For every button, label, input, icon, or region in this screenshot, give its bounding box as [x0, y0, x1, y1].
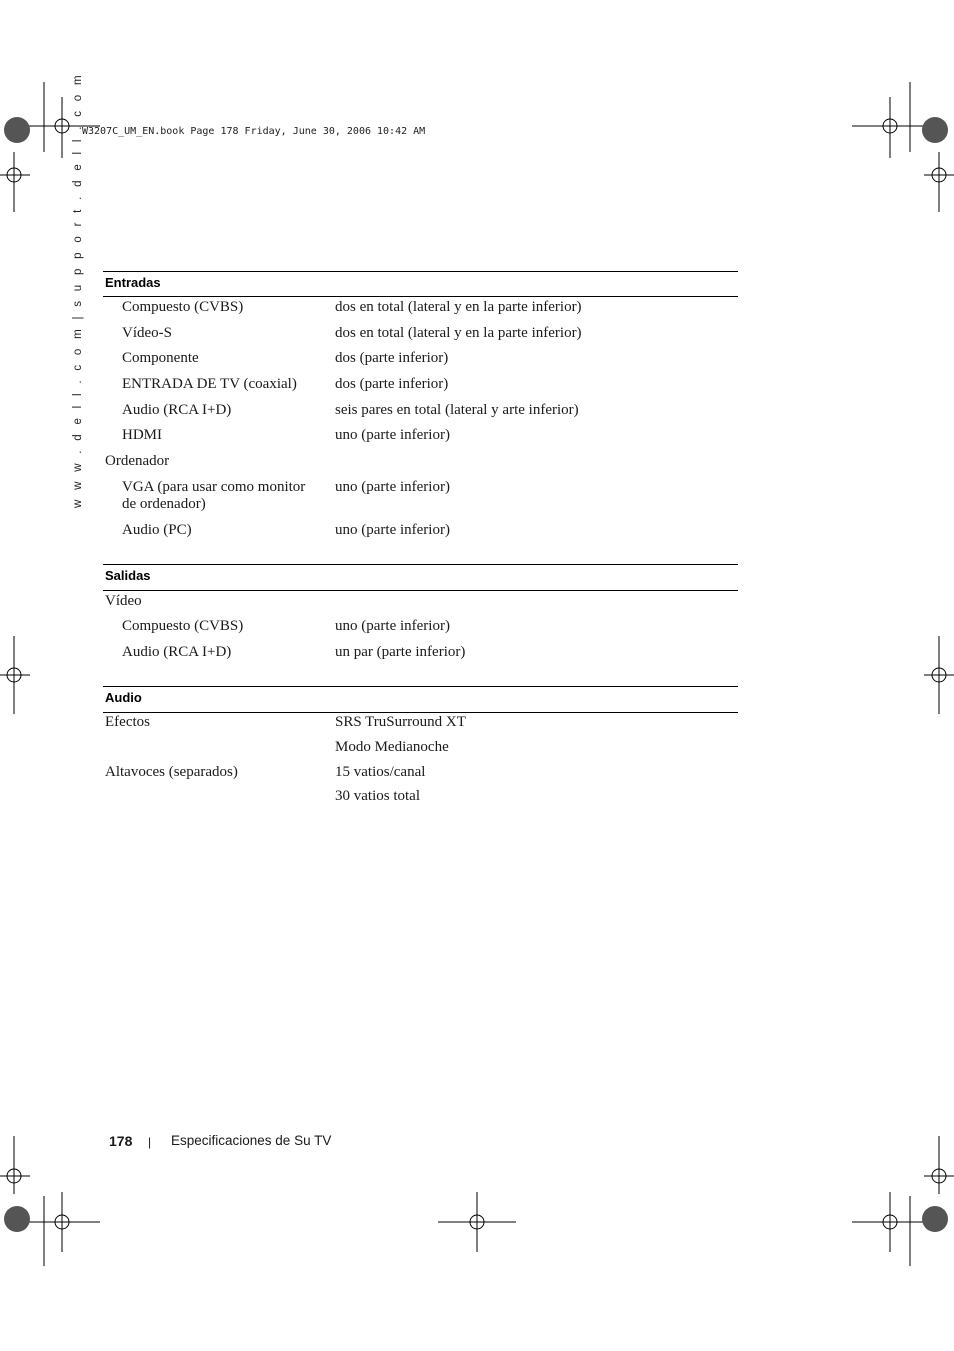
spec-value: uno (parte inferior): [335, 479, 450, 495]
section-title-entradas: Entradas: [105, 275, 161, 290]
print-header: W3207C_UM_EN.book Page 178 Friday, June 30, 2006 10:42 AM: [82, 126, 426, 137]
section-title-audio: Audio: [105, 690, 142, 705]
spec-value: SRS TruSurround XT: [335, 714, 466, 730]
spec-value: 30 vatios total: [335, 788, 420, 804]
section-top-rule: [103, 271, 738, 272]
section-header-rule: [103, 712, 738, 713]
section-top-rule: [103, 564, 738, 565]
spec-label: Vídeo-S: [122, 325, 172, 341]
spec-value: un par (parte inferior): [335, 644, 466, 660]
spec-label: Audio (RCA I+D): [122, 402, 232, 418]
spec-group-label: Ordenador: [105, 453, 170, 469]
spec-value: dos (parte inferior): [335, 350, 449, 366]
spec-label: Audio (RCA I+D): [122, 644, 232, 660]
spec-group-label: Vídeo: [105, 593, 142, 609]
spec-value: dos (parte inferior): [335, 376, 449, 392]
section-header-rule: [103, 296, 738, 297]
spec-value: Modo Medianoche: [335, 739, 449, 755]
footer-separator: |: [148, 1135, 152, 1149]
spec-value: seis pares en total (lateral y arte inferior): [335, 402, 579, 418]
spec-label: Compuesto (CVBS): [122, 618, 244, 634]
spec-value: uno (parte inferior): [335, 618, 450, 634]
spec-value: dos en total (lateral y en la parte inferior): [335, 325, 582, 341]
spec-label: Compuesto (CVBS): [122, 299, 244, 315]
spec-label: Componente: [122, 350, 199, 366]
spec-value: 15 vatios/canal: [335, 764, 426, 780]
section-header-rule: [103, 590, 738, 591]
spec-label: HDMI: [122, 427, 162, 443]
section-top-rule: [103, 686, 738, 687]
spec-value: uno (parte inferior): [335, 427, 450, 443]
section-title-salidas: Salidas: [105, 568, 151, 583]
side-url-text: w w w . d e l l . c o m | s u p p o r t . d e l l . c o m: [72, 72, 84, 508]
spec-label: Audio (PC): [122, 522, 192, 538]
footer-chapter-title: Especificaciones de Su TV: [171, 1133, 332, 1148]
page-number: 178: [109, 1133, 133, 1149]
spec-label: Efectos: [105, 714, 150, 730]
spec-label: ENTRADA DE TV (coaxial): [122, 376, 297, 392]
spec-value: dos en total (lateral y en la parte inferior): [335, 299, 582, 315]
spec-label: VGA (para usar como monitor de ordenador): [122, 479, 306, 512]
spec-value: uno (parte inferior): [335, 522, 450, 538]
spec-label: Altavoces (separados): [105, 764, 238, 780]
